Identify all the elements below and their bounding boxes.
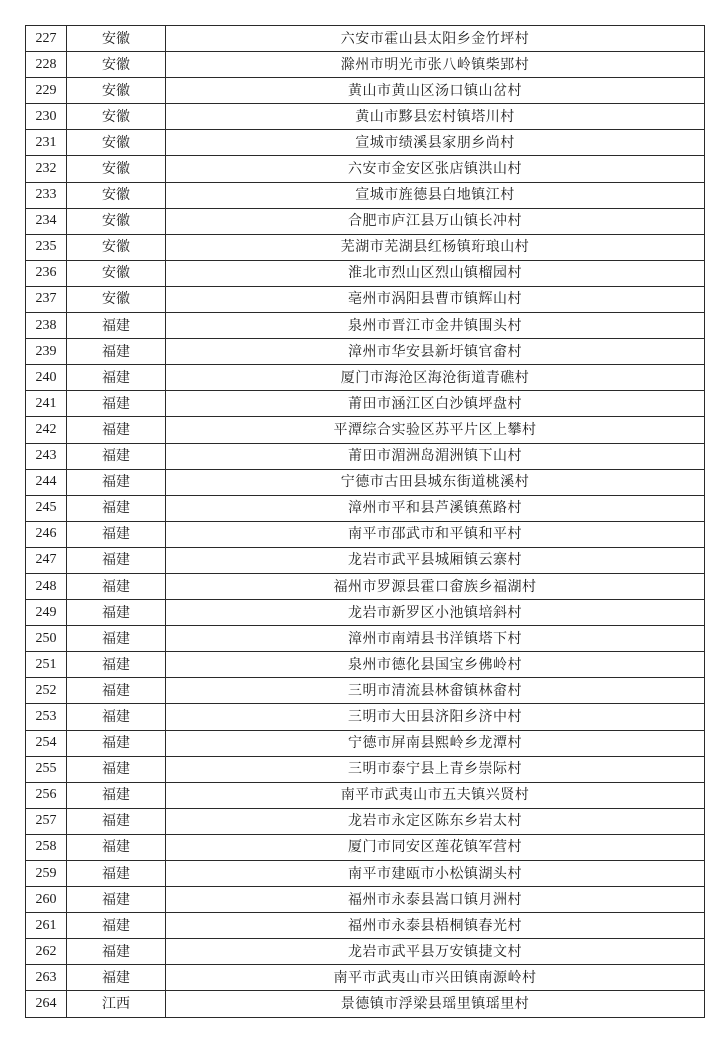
row-number-cell: 257	[26, 808, 67, 834]
village-name-cell: 龙岩市永定区陈东乡岩太村	[166, 808, 705, 834]
table-row	[26, 339, 705, 365]
province-cell: 安徽	[67, 26, 166, 52]
row-number-cell: 252	[26, 678, 67, 704]
row-number-cell: 227	[26, 26, 67, 52]
table-row	[26, 130, 705, 156]
province-cell: 福建	[67, 782, 166, 808]
province-cell: 福建	[67, 913, 166, 939]
province-cell: 福建	[67, 808, 166, 834]
village-name-cell: 厦门市海沧区海沧街道青礁村	[166, 365, 705, 391]
village-name-cell: 黄山市黄山区汤口镇山岔村	[166, 78, 705, 104]
row-number-cell: 253	[26, 704, 67, 730]
table-row	[26, 573, 705, 599]
row-number-cell: 255	[26, 756, 67, 782]
province-cell: 福建	[67, 600, 166, 626]
village-name-cell: 六安市金安区张店镇洪山村	[166, 156, 705, 182]
row-number-cell: 235	[26, 234, 67, 260]
table-row	[26, 391, 705, 417]
province-cell: 福建	[67, 626, 166, 652]
row-number-cell: 242	[26, 417, 67, 443]
village-name-cell: 景德镇市浮梁县瑶里镇瑶里村	[166, 991, 705, 1017]
row-number-cell: 243	[26, 443, 67, 469]
village-name-cell: 龙岩市武平县万安镇捷文村	[166, 939, 705, 965]
village-name-cell: 厦门市同安区莲花镇军营村	[166, 834, 705, 860]
row-number-cell: 250	[26, 626, 67, 652]
province-cell: 安徽	[67, 286, 166, 312]
province-cell: 福建	[67, 756, 166, 782]
village-name-cell: 福州市永泰县嵩口镇月洲村	[166, 887, 705, 913]
row-number-cell: 251	[26, 652, 67, 678]
province-cell: 福建	[67, 313, 166, 339]
province-cell: 福建	[67, 547, 166, 573]
table-row	[26, 782, 705, 808]
row-number-cell: 233	[26, 182, 67, 208]
village-name-cell: 龙岩市武平县城厢镇云寨村	[166, 547, 705, 573]
village-name-cell: 福州市罗源县霍口畲族乡福湖村	[166, 573, 705, 599]
province-cell: 福建	[67, 339, 166, 365]
table-row	[26, 678, 705, 704]
table-row	[26, 521, 705, 547]
table-row	[26, 104, 705, 130]
province-cell: 安徽	[67, 52, 166, 78]
row-number-cell: 240	[26, 365, 67, 391]
province-cell: 福建	[67, 939, 166, 965]
village-name-cell: 六安市霍山县太阳乡金竹坪村	[166, 26, 705, 52]
table-row	[26, 495, 705, 521]
village-name-cell: 淮北市烈山区烈山镇榴园村	[166, 260, 705, 286]
province-cell: 安徽	[67, 208, 166, 234]
village-name-cell: 漳州市南靖县书洋镇塔下村	[166, 626, 705, 652]
row-number-cell: 241	[26, 391, 67, 417]
province-cell: 安徽	[67, 104, 166, 130]
table-row	[26, 965, 705, 991]
table-row	[26, 626, 705, 652]
province-cell: 福建	[67, 652, 166, 678]
table-row	[26, 861, 705, 887]
row-number-cell: 256	[26, 782, 67, 808]
row-number-cell: 247	[26, 547, 67, 573]
table-row	[26, 156, 705, 182]
row-number-cell: 261	[26, 913, 67, 939]
row-number-cell: 260	[26, 887, 67, 913]
province-cell: 福建	[67, 469, 166, 495]
row-number-cell: 248	[26, 573, 67, 599]
village-name-cell: 三明市大田县济阳乡济中村	[166, 704, 705, 730]
province-cell: 福建	[67, 417, 166, 443]
village-name-cell: 南平市武夷山市五夫镇兴贤村	[166, 782, 705, 808]
village-name-cell: 泉州市晋江市金井镇围头村	[166, 313, 705, 339]
village-name-cell: 三明市清流县林畲镇林畲村	[166, 678, 705, 704]
province-cell: 安徽	[67, 182, 166, 208]
province-cell: 福建	[67, 678, 166, 704]
table-row	[26, 234, 705, 260]
row-number-cell: 264	[26, 991, 67, 1017]
village-name-cell: 三明市泰宁县上青乡崇际村	[166, 756, 705, 782]
row-number-cell: 229	[26, 78, 67, 104]
table-row	[26, 313, 705, 339]
province-cell: 安徽	[67, 156, 166, 182]
table-row	[26, 182, 705, 208]
table-row	[26, 547, 705, 573]
row-number-cell: 234	[26, 208, 67, 234]
village-name-cell: 合肥市庐江县万山镇长冲村	[166, 208, 705, 234]
table-row	[26, 600, 705, 626]
village-name-cell: 莆田市涵江区白沙镇坪盘村	[166, 391, 705, 417]
table-row	[26, 834, 705, 860]
table-row	[26, 991, 705, 1017]
table-row	[26, 52, 705, 78]
row-number-cell: 245	[26, 495, 67, 521]
table-row	[26, 365, 705, 391]
village-name-cell: 滁州市明光市张八岭镇柴郢村	[166, 52, 705, 78]
table-row	[26, 939, 705, 965]
row-number-cell: 237	[26, 286, 67, 312]
province-cell: 福建	[67, 443, 166, 469]
province-cell: 安徽	[67, 260, 166, 286]
village-name-cell: 南平市邵武市和平镇和平村	[166, 521, 705, 547]
village-name-cell: 平潭综合实验区苏平片区上攀村	[166, 417, 705, 443]
row-number-cell: 249	[26, 600, 67, 626]
village-list-table	[25, 25, 705, 1018]
province-cell: 福建	[67, 730, 166, 756]
table-row	[26, 417, 705, 443]
table-row	[26, 208, 705, 234]
province-cell: 福建	[67, 573, 166, 599]
village-name-cell: 黄山市黟县宏村镇塔川村	[166, 104, 705, 130]
row-number-cell: 232	[26, 156, 67, 182]
province-cell: 福建	[67, 861, 166, 887]
table-row	[26, 808, 705, 834]
province-cell: 福建	[67, 365, 166, 391]
table-row	[26, 652, 705, 678]
province-cell: 江西	[67, 991, 166, 1017]
village-name-cell: 南平市武夷山市兴田镇南源岭村	[166, 965, 705, 991]
row-number-cell: 230	[26, 104, 67, 130]
village-name-cell: 宁德市古田县城东街道桃溪村	[166, 469, 705, 495]
province-cell: 安徽	[67, 78, 166, 104]
village-name-cell: 宣城市绩溪县家朋乡尚村	[166, 130, 705, 156]
village-name-cell: 泉州市德化县国宝乡佛岭村	[166, 652, 705, 678]
table-row	[26, 469, 705, 495]
table-row	[26, 26, 705, 52]
province-cell: 福建	[67, 521, 166, 547]
row-number-cell: 244	[26, 469, 67, 495]
row-number-cell: 262	[26, 939, 67, 965]
village-name-cell: 莆田市湄洲岛湄洲镇下山村	[166, 443, 705, 469]
province-cell: 福建	[67, 834, 166, 860]
row-number-cell: 246	[26, 521, 67, 547]
row-number-cell: 259	[26, 861, 67, 887]
table-row	[26, 756, 705, 782]
province-cell: 福建	[67, 887, 166, 913]
table-row	[26, 730, 705, 756]
village-name-cell: 南平市建瓯市小松镇湖头村	[166, 861, 705, 887]
row-number-cell: 239	[26, 339, 67, 365]
table-row	[26, 887, 705, 913]
village-name-cell: 亳州市涡阳县曹市镇辉山村	[166, 286, 705, 312]
row-number-cell: 228	[26, 52, 67, 78]
village-name-cell: 漳州市华安县新圩镇官畲村	[166, 339, 705, 365]
row-number-cell: 238	[26, 313, 67, 339]
village-name-cell: 福州市永泰县梧桐镇春光村	[166, 913, 705, 939]
province-cell: 福建	[67, 965, 166, 991]
row-number-cell: 263	[26, 965, 67, 991]
province-cell: 福建	[67, 704, 166, 730]
village-name-cell: 漳州市平和县芦溪镇蕉路村	[166, 495, 705, 521]
table-row	[26, 443, 705, 469]
row-number-cell: 231	[26, 130, 67, 156]
table-row	[26, 704, 705, 730]
table-row	[26, 78, 705, 104]
table-body	[26, 26, 705, 1018]
village-name-cell: 龙岩市新罗区小池镇培斜村	[166, 600, 705, 626]
row-number-cell: 254	[26, 730, 67, 756]
province-cell: 安徽	[67, 130, 166, 156]
row-number-cell: 258	[26, 834, 67, 860]
table-row	[26, 913, 705, 939]
row-number-cell: 236	[26, 260, 67, 286]
village-name-cell: 宁德市屏南县熙岭乡龙潭村	[166, 730, 705, 756]
province-cell: 安徽	[67, 234, 166, 260]
table-row	[26, 260, 705, 286]
village-name-cell: 芜湖市芜湖县红杨镇珩琅山村	[166, 234, 705, 260]
province-cell: 福建	[67, 495, 166, 521]
table-row	[26, 286, 705, 312]
province-cell: 福建	[67, 391, 166, 417]
village-name-cell: 宣城市旌德县白地镇江村	[166, 182, 705, 208]
